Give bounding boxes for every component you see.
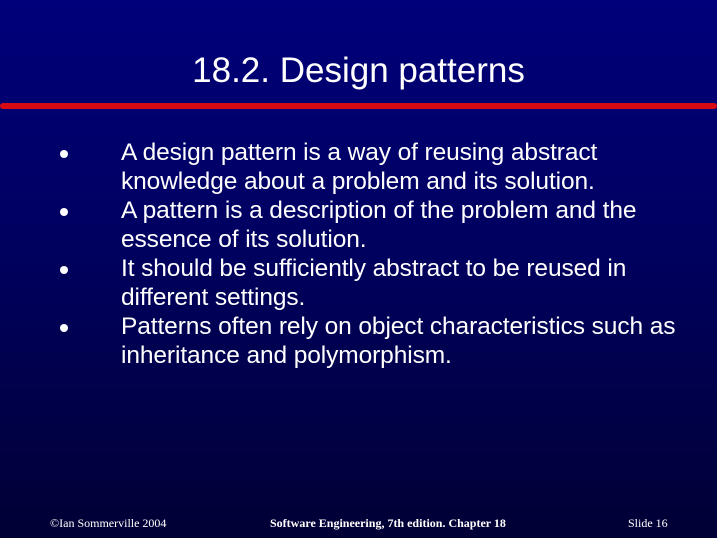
bullet-item	[0, 196, 701, 254]
bullet-text: A pattern is a description of the problem and the essence of its solution.	[121, 197, 637, 253]
footer-slide-number: Slide 16	[628, 516, 668, 530]
bullet-text: Patterns often rely on object characteristics such as inheritance and polymorphism.	[121, 313, 676, 369]
footer-copyright: ©Ian Sommerville 2004	[50, 516, 167, 530]
bullet-text: It should be sufficiently abstract to be reused in different settings.	[121, 255, 627, 311]
footer-book-title: Software Engineering, 7th edition. Chapter 18	[270, 516, 506, 530]
bullet-item	[0, 138, 701, 196]
bullet-dot-icon	[60, 324, 68, 332]
bullet-dot-icon	[60, 266, 68, 274]
bullet-item	[0, 312, 701, 370]
bullet-dot-icon	[60, 150, 68, 158]
bullet-list	[0, 138, 717, 370]
bullet-text: A design pattern is a way of reusing abstract knowledge about a problem and its solution.	[121, 139, 598, 195]
title-divider	[0, 103, 717, 109]
bullet-dot-icon	[60, 208, 68, 216]
bullet-item	[0, 254, 701, 312]
slide-title: 18.2. Design patterns	[192, 51, 525, 90]
